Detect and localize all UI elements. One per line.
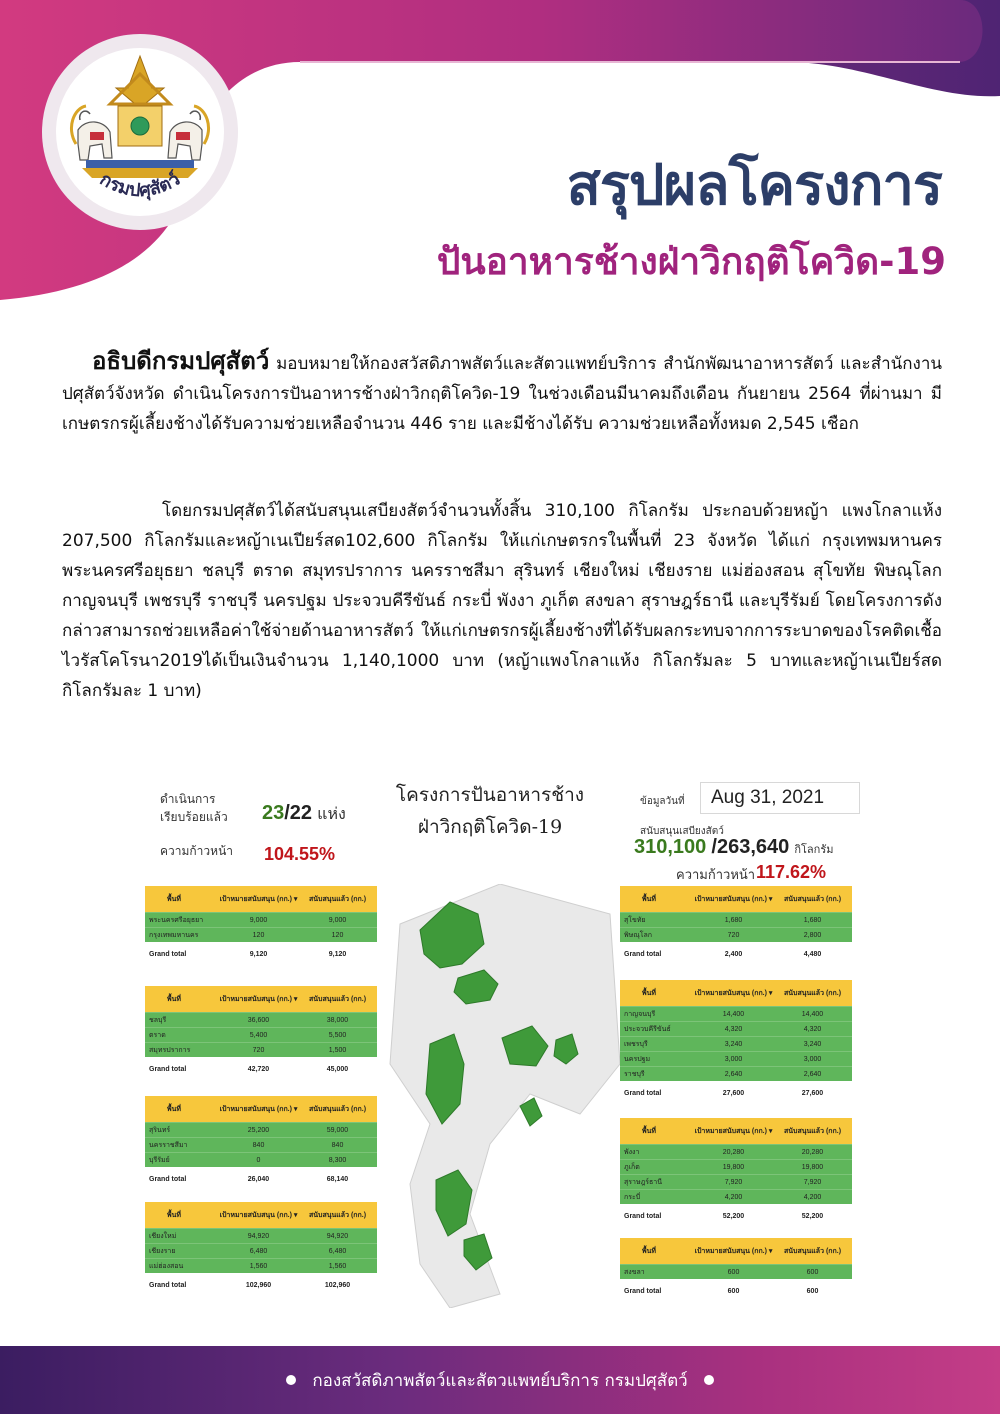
footer-bullet-left-icon — [286, 1375, 296, 1385]
footer-text: กองสวัสดิภาพสัตว์และสัตวแพทย์บริการ กรมปศุสัตว์ — [312, 1370, 688, 1391]
ops-label-line2: เรียบร้อยแล้ว — [160, 810, 228, 824]
progress2-value: 117.62% — [756, 862, 827, 882]
table-row — [620, 1066, 852, 1081]
cell-done: 5,500 — [328, 1031, 347, 1039]
cell-area: พังงา — [624, 1148, 640, 1156]
grand-total-label: Grand total — [624, 1089, 662, 1097]
cell-target: 120 — [252, 931, 265, 939]
grand-total-label: Grand total — [149, 1065, 187, 1073]
grand-total-done: 68,140 — [326, 1175, 349, 1183]
grand-total-done: 102,960 — [324, 1281, 351, 1289]
cell-done: 1,680 — [803, 916, 822, 924]
cell-target: 4,320 — [724, 1025, 743, 1033]
province-table — [620, 1118, 852, 1228]
grand-total-done: 45,000 — [326, 1065, 349, 1073]
grand-total-row — [620, 1279, 852, 1303]
grand-total-row — [145, 1273, 377, 1297]
paragraph-lead: อธิบดีกรมปศุสัตว์ — [92, 347, 270, 375]
cell-area: สงขลา — [624, 1268, 645, 1276]
header-target[interactable]: เป้าหมายสนับสนุน (กก.) ▾ — [219, 1105, 298, 1113]
cell-done: 4,200 — [803, 1193, 822, 1201]
cell-area: ราชบุรี — [624, 1070, 645, 1078]
cell-area: พระนครศรีอยุธยา — [149, 916, 204, 924]
table-row — [145, 1228, 377, 1243]
cell-done: 2,800 — [803, 931, 822, 939]
cell-target: 5,400 — [249, 1031, 268, 1039]
table-row — [145, 1243, 377, 1258]
header-target[interactable]: เป้าหมายสนับสนุน (กก.) ▾ — [694, 1127, 773, 1135]
table-row — [145, 1152, 377, 1167]
cell-done: 120 — [331, 931, 344, 939]
grand-total-done: 600 — [806, 1287, 819, 1295]
grand-total-row — [620, 942, 852, 966]
header-target[interactable]: เป้าหมายสนับสนุน (กก.) ▾ — [219, 995, 298, 1003]
cell-area: ภูเก็ต — [624, 1163, 640, 1171]
table-header — [620, 1118, 852, 1144]
grand-total-done: 27,600 — [801, 1089, 824, 1097]
cell-done: 1,560 — [328, 1262, 347, 1270]
table-row — [145, 1012, 377, 1027]
table-header — [620, 886, 852, 912]
cell-target: 25,200 — [247, 1126, 270, 1134]
cell-done: 8,300 — [328, 1156, 347, 1164]
table-row — [620, 1051, 852, 1066]
cell-area: สุโขทัย — [624, 916, 646, 924]
cell-area: สมุทรปราการ — [149, 1046, 191, 1054]
province-table — [145, 1096, 377, 1191]
cell-done: 7,920 — [803, 1178, 822, 1186]
footer-bar — [0, 1346, 1000, 1414]
header-area: พื้นที่ — [167, 895, 182, 903]
grand-total-done: 9,120 — [328, 950, 347, 958]
grand-total-row — [620, 1081, 852, 1105]
cell-target: 6,480 — [249, 1247, 268, 1255]
cell-area: นครราชสีมา — [149, 1141, 188, 1149]
progress-value: 104.55% — [264, 844, 336, 864]
cell-done: 94,920 — [326, 1232, 349, 1240]
cell-done: 4,320 — [803, 1025, 822, 1033]
table-row — [145, 1122, 377, 1137]
cell-done: 3,240 — [803, 1040, 822, 1048]
table-header — [145, 986, 377, 1012]
table-row — [620, 1144, 852, 1159]
cell-target: 19,800 — [722, 1163, 745, 1171]
cell-done: 38,000 — [326, 1016, 349, 1024]
cell-done: 3,000 — [803, 1055, 822, 1063]
table-row — [620, 1021, 852, 1036]
dashboard-panel — [140, 768, 870, 1310]
cell-target: 600 — [727, 1268, 740, 1276]
cell-done: 20,280 — [801, 1148, 824, 1156]
table-row — [145, 1258, 377, 1273]
table-row — [145, 912, 377, 927]
table-row — [620, 1189, 852, 1204]
ops-kpi — [262, 802, 346, 827]
ops-unit: แห่ง — [317, 804, 346, 823]
header-done: สนับสนุนแล้ว (กก.) — [783, 1127, 842, 1135]
table-row — [620, 1006, 852, 1021]
grand-total-row — [145, 1057, 377, 1081]
cell-area: แม่ฮ่องสอน — [149, 1262, 184, 1270]
header-target[interactable]: เป้าหมายสนับสนุน (กก.) ▾ — [694, 989, 773, 997]
cell-target: 720 — [727, 931, 740, 939]
table-header — [145, 886, 377, 912]
table-row — [145, 927, 377, 942]
cell-area: ชลบุรี — [149, 1016, 167, 1024]
table-row — [620, 1174, 852, 1189]
cell-target: 9,000 — [249, 916, 268, 924]
header-area: พื้นที่ — [642, 895, 657, 903]
cell-done: 840 — [331, 1141, 344, 1149]
table-header — [145, 1096, 377, 1122]
header-done: สนับสนุนแล้ว (กก.) — [308, 1105, 367, 1113]
province-table — [620, 1238, 852, 1303]
cell-area: ตราด — [149, 1031, 166, 1039]
header-target[interactable]: เป้าหมายสนับสนุน (กก.) ▾ — [219, 895, 298, 903]
dashboard-title-line1: โครงการปันอาหารช้าง — [395, 784, 585, 806]
cell-area: นครปฐม — [624, 1055, 651, 1063]
header-area: พื้นที่ — [642, 1247, 657, 1255]
thailand-map — [380, 884, 620, 1308]
table-row — [145, 1042, 377, 1057]
province-table — [145, 886, 377, 966]
cell-target: 0 — [256, 1156, 261, 1164]
table-row — [145, 1137, 377, 1152]
cell-target: 36,600 — [247, 1016, 270, 1024]
cell-target: 20,280 — [722, 1148, 745, 1156]
cell-target: 3,240 — [724, 1040, 743, 1048]
cell-area: กาญจนบุรี — [624, 1010, 656, 1018]
grand-total-label: Grand total — [624, 950, 662, 958]
grand-total-label: Grand total — [624, 1287, 662, 1295]
table-row — [620, 1036, 852, 1051]
grand-total-done: 4,480 — [803, 950, 822, 958]
cell-target: 14,400 — [722, 1010, 745, 1018]
progress2-label: ความก้าวหน้า — [676, 868, 756, 883]
grand-total-done: 52,200 — [801, 1212, 824, 1220]
grand-total-target: 2,400 — [724, 950, 743, 958]
cell-target: 720 — [252, 1046, 265, 1054]
ops-label-line1: ดำเนินการ — [160, 792, 216, 806]
cell-target: 840 — [252, 1141, 265, 1149]
province-table — [620, 980, 852, 1105]
cell-area: เพชรบุรี — [624, 1040, 648, 1048]
cell-target: 1,560 — [249, 1262, 268, 1270]
header-done: สนับสนุนแล้ว (กก.) — [308, 895, 367, 903]
grand-total-row — [145, 1167, 377, 1191]
department-emblem-icon — [56, 48, 224, 216]
grand-total-target: 27,600 — [722, 1089, 745, 1097]
grand-total-label: Grand total — [624, 1212, 662, 1220]
cell-done: 19,800 — [801, 1163, 824, 1171]
page-subtitle: ปันอาหารช้างฝ่าวิกฤติโควิด-19 — [436, 240, 946, 283]
header-area: พื้นที่ — [642, 989, 657, 997]
grand-total-target: 52,200 — [722, 1212, 745, 1220]
cell-area: ประจวบคีรีขันธ์ — [624, 1025, 671, 1033]
header-target[interactable]: เป้าหมายสนับสนุน (กก.) ▾ — [694, 1247, 773, 1255]
table-row — [620, 1264, 852, 1279]
cell-done: 6,480 — [328, 1247, 347, 1255]
paragraph-summary — [62, 346, 942, 439]
header-target[interactable]: เป้าหมายสนับสนุน (กก.) ▾ — [694, 895, 773, 903]
ops-done-value: 23 — [262, 802, 285, 824]
cell-area: สุรินทร์ — [149, 1126, 171, 1134]
progress-label: ความก้าวหน้า — [160, 844, 234, 858]
footer-content — [0, 1346, 1000, 1414]
grand-total-target: 600 — [727, 1287, 740, 1295]
support-unit: กิโลกรัม — [794, 843, 834, 856]
cell-area: เชียงราย — [149, 1247, 176, 1255]
header-area: พื้นที่ — [167, 1211, 182, 1219]
header-done: สนับสนุนแล้ว (กก.) — [783, 989, 842, 997]
header-area: พื้นที่ — [642, 1127, 657, 1135]
header-done: สนับสนุนแล้ว (กก.) — [783, 1247, 842, 1255]
cell-area: เชียงใหม่ — [149, 1232, 177, 1240]
cell-area: กระบี่ — [624, 1193, 641, 1201]
support-total-value: /263,640 — [711, 836, 790, 858]
header-done: สนับสนุนแล้ว (กก.) — [308, 995, 367, 1003]
cell-done: 59,000 — [326, 1126, 349, 1134]
table-row — [620, 927, 852, 942]
cell-target: 94,920 — [247, 1232, 270, 1240]
grand-total-target: 102,960 — [245, 1281, 272, 1289]
cell-target: 2,640 — [724, 1070, 743, 1078]
header-done: สนับสนุนแล้ว (กก.) — [308, 1211, 367, 1219]
cell-target: 4,200 — [724, 1193, 743, 1201]
cell-done: 2,640 — [803, 1070, 822, 1078]
date-value: Aug 31, 2021 — [700, 782, 860, 814]
cell-target: 1,680 — [724, 916, 743, 924]
support-done-value: 310,100 — [634, 836, 707, 858]
grand-total-row — [620, 1204, 852, 1228]
cell-done: 14,400 — [801, 1010, 824, 1018]
province-table — [620, 886, 852, 966]
cell-target: 3,000 — [724, 1055, 743, 1063]
grand-total-label: Grand total — [149, 1281, 187, 1289]
table-header — [620, 980, 852, 1006]
grand-total-target: 9,120 — [249, 950, 268, 958]
ops-total-value: /22 — [284, 802, 313, 824]
date-label: ข้อมูลวันที่ — [640, 796, 685, 807]
grand-total-label: Grand total — [149, 1175, 187, 1183]
header-area: พื้นที่ — [167, 995, 182, 1003]
cell-target: 7,920 — [724, 1178, 743, 1186]
cell-done: 1,500 — [328, 1046, 347, 1054]
logo-caption: กรมปศุสัตว์ — [96, 168, 184, 202]
paragraph-details: โดยกรมปศุสัตว์ได้สนับสนุนเสบียงสัตว์จำนวนทั้งสิ้น 310,100 กิโลกรัม ประกอบด้วยหญ้า แพงโกลาแห้ง 207,500 กิโลกรัมและหญ้าเนเปียร์สด102,600 กิโลกรัม ให้แก่เกษตรกรในพื้นที่ 23 จังหวัด ได้แก่ กรุงเทพมหานคร พระนครศรีอยุธยา ชลบุรี ตราด สมุทรปราการ นครราชสีมา สุรินทร์ เชียงใหม่ เชียงราย แม่ฮ่องสอน สุโขทัย พิษณุโลก กาญจนบุรี เพชรบุรี ราชบุรี นครปฐม ประจวบคีรีขันธ์ กระบี่ พังงา ภูเก็ต สงขลา สุราษฎร์ธานี และบุรีรัมย์ โดยโครงการดังกล่าวสามารถช่วยเหลือค่าใช้จ่ายด้านอาหารสัตว์ ให้แก่เกษตรกรผู้เลี้ยงช้างที่ได้รับผลกระทบจากการระบาดของโรคติดเชื้อไวรัสโคโรนา2019ได้เป็นเงินจำนวน 1,140,1000 บาท (หญ้าแพงโกลาแห้ง กิโลกรัมละ 5 บาทและหญ้าเนเปียร์สด กิโลกรัมละ 1 บาท) — [62, 501, 942, 701]
paragraph-summary-text: มอบหมายให้กองสวัสดิภาพสัตว์และสัตวแพทย์บริการ สำนักพัฒนาอาหารสัตว์ และสำนักงานปศุสัตว์จังหวัด ดำเนินโครงการปันอาหารช้างฝ่าวิกฤติโควิด-19 ในช่วงเดือนมีนาคมถึงเดือน กันยายน 2564 ที่ผ่านมา มีเกษตรกรผู้เลี้ยงช้างได้รับความช่วยเหลือจำนวน 446 ราย และมีช้างได้รับ ความช่วยเหลือทั้งหมด 2,545 เชือก — [62, 354, 942, 434]
cell-done: 9,000 — [328, 916, 347, 924]
footer-bullet-right-icon — [704, 1375, 714, 1385]
header-area: พื้นที่ — [167, 1105, 182, 1113]
support-kpi — [634, 836, 833, 859]
dashboard-title-line2: ฝ่าวิกฤติโควิด-19 — [417, 816, 563, 838]
grand-total-label: Grand total — [149, 950, 187, 958]
grand-total-target: 26,040 — [247, 1175, 270, 1183]
cell-area: บุรีรัมย์ — [149, 1156, 170, 1164]
header-done: สนับสนุนแล้ว (กก.) — [783, 895, 842, 903]
cell-area: พิษณุโลก — [624, 931, 653, 939]
table-header — [145, 1202, 377, 1228]
page-title: สรุปผลโครงการ — [566, 153, 942, 218]
cell-done: 600 — [806, 1268, 819, 1276]
table-header — [620, 1238, 852, 1264]
table-row — [620, 912, 852, 927]
grand-total-row — [145, 942, 377, 966]
province-table — [145, 986, 377, 1081]
table-row — [620, 1159, 852, 1174]
table-row — [145, 1027, 377, 1042]
province-table — [145, 1202, 377, 1297]
support-label: สนับสนุนเสบียงสัตว์ — [640, 826, 724, 837]
grand-total-target: 42,720 — [247, 1065, 270, 1073]
cell-area: สุราษฎร์ธานี — [624, 1178, 663, 1186]
cell-area: กรุงเทพมหานคร — [149, 931, 199, 939]
header-target[interactable]: เป้าหมายสนับสนุน (กก.) ▾ — [219, 1211, 298, 1219]
